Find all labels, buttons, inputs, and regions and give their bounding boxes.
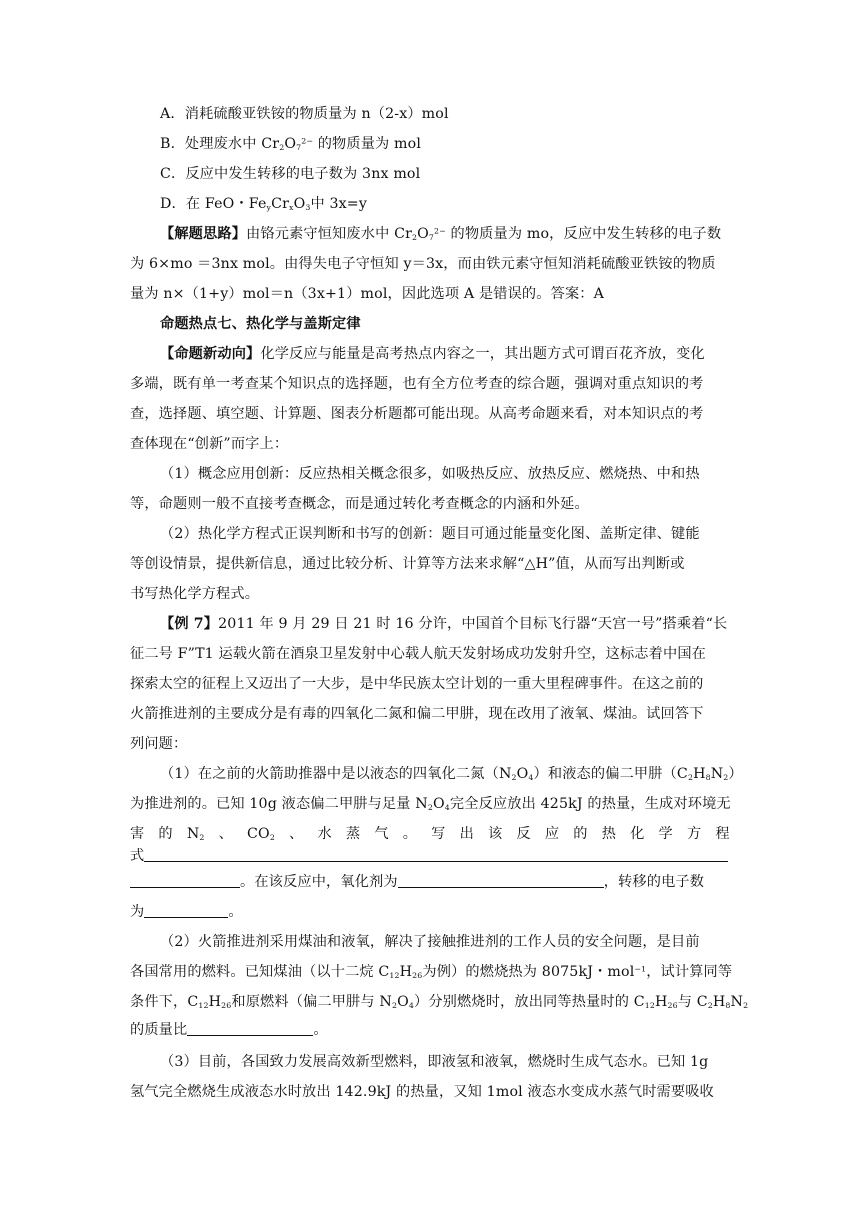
trend-point-2-line-1: （2）热化学方程式正误判断和书写的创新：题目可通过能量变化图、盖斯定律、键能 (160, 526, 700, 542)
trend-line-3: 查，选择题、填空题、计算题、图表分析题都可能出现。从高考命题来看，对本知识点的考 (130, 406, 704, 422)
answer-blank-electrons[interactable] (144, 903, 228, 918)
question-3-line-1: （3）目前，各国致力发展高效新型燃料，即液氢和液氧，燃烧时生成气态水。已知 1g (160, 1054, 709, 1070)
solution-line-3: 量为 n×（1+y）mol＝n（3x+1）mol，因此选项 A 是错误的。答案：A (130, 286, 605, 302)
answer-blank-equation-cont[interactable] (130, 873, 240, 888)
question-3-line-2: 氢气完全燃烧生成液态水时放出 142.9kJ 的热量，又知 1mol 液态水变成水蒸气时需要吸收 (130, 1084, 714, 1100)
trend-point-2-line-3: 书写热化学方程式。 (130, 586, 260, 602)
trend-point-1-line-1: （1）概念应用创新：反应热相关概念很多，如吸热反应、放热反应、燃烧热、中和热 (160, 466, 700, 482)
trend-point-1-line-2: 等，命题则一般不直接考查概念，而是通过转化考查概念的内涵和外延。 (130, 496, 589, 512)
question-2-line-3: 条件下，$C_{12}H_{26}$和原燃料（偏二甲肼与 $N_2O_4$）分别燃烧时，放出同等热量时的 $C_{12}H_{26}$与 $C_2H_8N_2$ (130, 994, 749, 1010)
solution-line-1: 【解题思路】由铬元素守恒知废水中 $Cr_2O_7^{2-}$ 的物质量为 mo，反应中发生转移的电子数 (160, 226, 722, 242)
option-a: A．消耗硫酸亚铁铵的物质量为 n（2-x）mol (160, 106, 449, 122)
question-1-line-5: 。在该反应中，氧化剂为 ，转移的电子数 (130, 872, 730, 892)
question-1-line-3: 害 的 $N_2$ 、 $CO_2$ 、 水 蒸 气 。 写 出 该 反 应 的 热 化 学 方 程 (130, 826, 730, 842)
trend-line-1: 【命题新动向】化学反应与能量是高考热点内容之一，其出题方式可谓百花齐放，变化 (160, 346, 705, 362)
section-title: 命题热点七、热化学与盖斯定律 (160, 316, 361, 332)
example-line-4: 火箭推进剂的主要成分是有毒的四氧化二氮和偏二甲肼，现在改用了液氧、煤油。试回答下 (130, 706, 704, 722)
trend-point-2-line-2: 等创设情景，提供新信息，通过比较分析、计算等方法来求解“△H”值，从而写出判断或 (130, 556, 685, 572)
example-line-2: 征二号 F”T1 运载火箭在酒泉卫星发射中心载人航天发射场成功发射升空，这标志着中国在 (130, 646, 706, 662)
question-2-line-2: 各国常用的燃料。已知煤油（以十二烷 $C_{12}H_{26}$为例）的燃烧热为 8075kJ・mol$^{-1}$，试计算同等 (130, 964, 733, 980)
question-1-line-1: （1）在之前的火箭助推器中是以液态的四氧化二氮$(N_2O_4)$和液态的偏二甲肼$(C_2H_8N_2)$ (160, 766, 743, 782)
solution-line-2: 为 6×mo ＝3nx mol。由得失电子守恒知 y＝3x，而由铁元素守恒知消耗硫酸亚铁铵的物质 (130, 256, 716, 272)
trend-line-4: 查体现在“创新”而字上： (130, 436, 289, 452)
example-line-1: 【例 7】2011 年 9 月 29 日 21 时 16 分许，中国首个目标飞行器“天宫一号”搭乘着“长 (160, 616, 728, 632)
answer-blank-mass-ratio[interactable] (187, 1021, 313, 1036)
example-line-3: 探索太空的征程上又迈出了一大步，是中华民族太空计划的一重大里程碑事件。在这之前的 (130, 676, 704, 692)
answer-blank-equation[interactable] (144, 847, 728, 862)
answer-blank-oxidant[interactable] (398, 873, 604, 888)
question-1-line-4: 式 (130, 846, 730, 866)
question-2-line-4: 的质量比 。 (130, 1022, 328, 1038)
trend-line-2: 多端，既有单一考查某个知识点的选择题，也有全方位考查的综合题，强调对重点知识的考 (130, 376, 704, 392)
option-d: D．在 FeO・$Fe_yCr_xO_3$中 3x=y (160, 196, 368, 212)
question-1-line-2: 为推进剂的。已知 10g 液态偏二甲肼与足量 $N_2O_4$完全反应放出 425kJ 的热量，生成对环境无 (130, 796, 731, 812)
question-2-line-1: （2）火箭推进剂采用煤油和液氧，解决了接触推进剂的工作人员的安全问题，是目前 (160, 934, 700, 950)
question-1-line-6: 为 。 (130, 904, 243, 920)
option-b: B．处理废水中 $Cr_2O_7^{2-}$ 的物质量为 mol (160, 136, 422, 152)
example-line-5: 列问题： (130, 736, 188, 752)
option-c: C．反应中发生转移的电子数为 3nx mol (160, 166, 421, 182)
